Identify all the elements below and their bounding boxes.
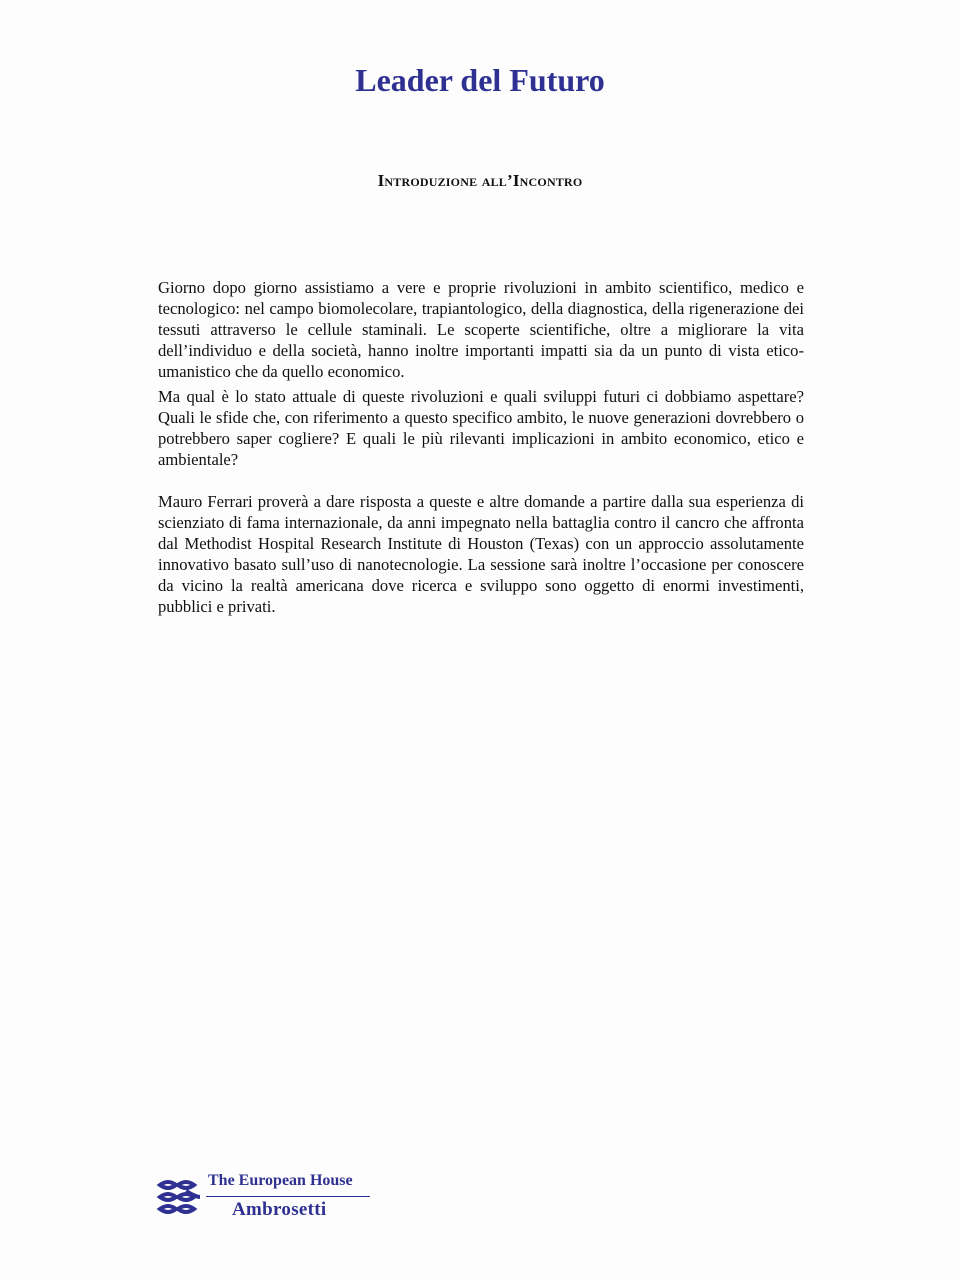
logo-text-line2: Ambrosetti: [232, 1199, 327, 1220]
ambrosetti-logo-icon: [156, 1177, 202, 1217]
paragraph-speaker: Mauro Ferrari proverà a dare risposta a queste e altre domande a partire dalla sua esperienza di scienziato di fama internazionale, da anni impegnato nella battaglia contro il cancro che affronta dal Methodist Hospital Research Institute di Houston (Texas) con un approccio assolutamente innovativo basato sull’uso di nanotecnologie. La sessione sarà inoltre l’occasione per conoscere da vicino la realtà americana dove ricerca e sviluppo sono oggetto di enormi investimenti, pubblici e privati.: [158, 492, 804, 616]
page-title: Leader del Futuro: [355, 62, 605, 98]
paragraph-questions: Ma qual è lo stato attuale di queste rivoluzioni e quali sviluppi futuri ci dobbiamo aspettare? Quali le sfide che, con riferimento a questo specifico ambito, le nuove generazioni dovrebbero o potrebbero saper cogliere? E quali le più rilevanti implicazioni in ambito economico, etico e ambientale?: [158, 387, 804, 469]
logo-text-line1: The European House: [208, 1172, 353, 1189]
footer-logo: [156, 1172, 376, 1224]
paragraph-intro: Giorno dopo giorno assistiamo a vere e proprie rivoluzioni in ambito scientifico, medico e tecnologico: nel campo biomolecolare, trapiantologico, della diagnostica, della rigenerazione dei tessuti attraverso le cellule staminali. Le scoperte scientifiche, oltre a migliorare la vita dell’individuo e della società, hanno inoltre importanti impatti sia da un punto di vista etico-umanistico che da quello economico.: [158, 278, 804, 381]
section-subtitle: Introduzione all’Incontro: [377, 171, 583, 190]
logo-divider: [206, 1196, 370, 1197]
body-text: [158, 277, 804, 617]
